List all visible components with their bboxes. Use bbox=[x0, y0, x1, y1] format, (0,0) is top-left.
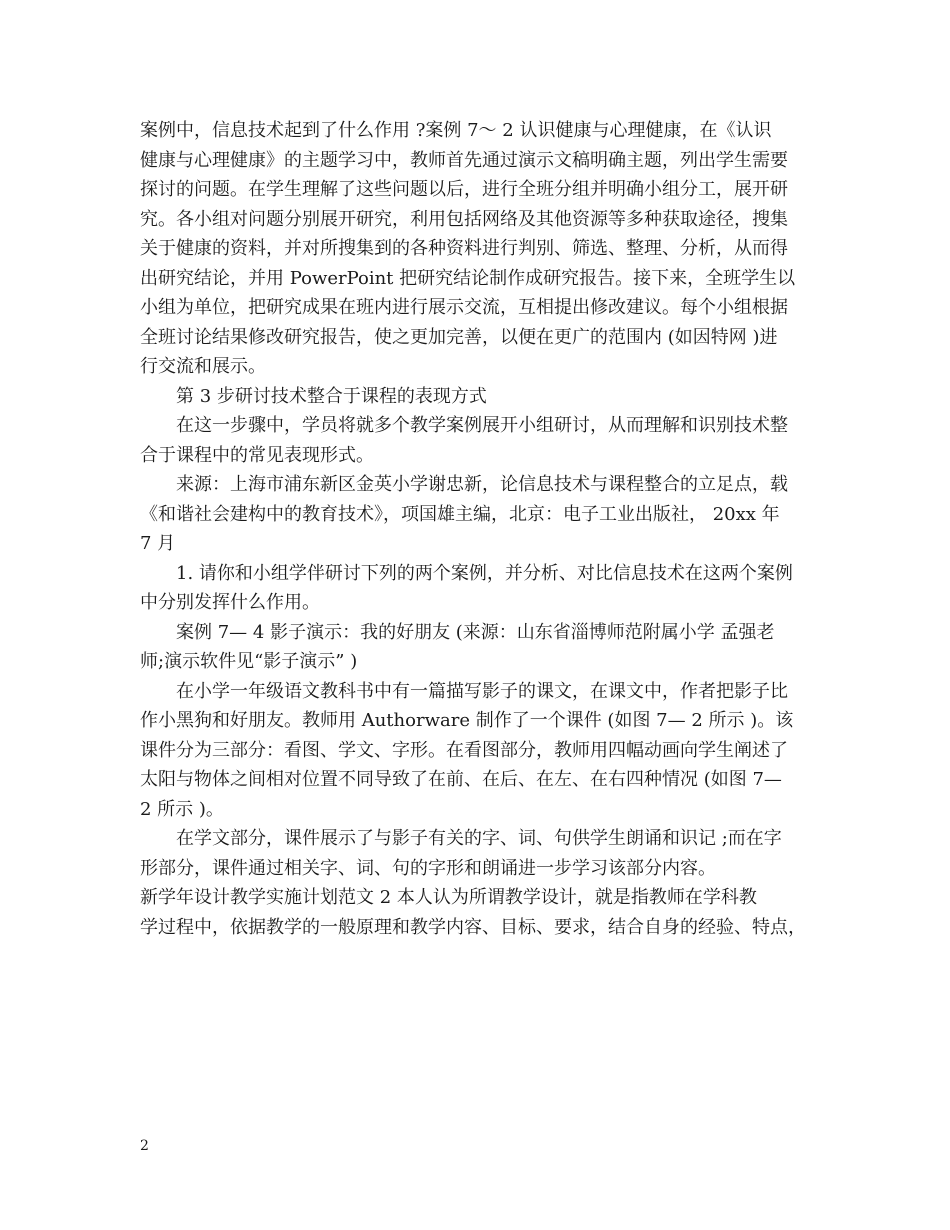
text-line: 究。各小组对问题分别展开研究，利用包括网络及其他资源等多种获取途径，搜集 bbox=[140, 208, 788, 230]
text-line: 形部分，课件通过相关字、词、句的字形和朗诵进一步学习该部分内容。 bbox=[140, 857, 716, 879]
case-title: 师;演示软件见“影子演示” ) bbox=[140, 651, 358, 672]
text-line: 在学文部分，课件展示了与影子有关的字、词、句供学生朗诵和识记 ;而在字 bbox=[176, 828, 782, 849]
body-text bbox=[140, 116, 820, 942]
source-line: 来源：上海市浦东新区金英小学谢忠新，论信息技术与课程整合的立足点，载 bbox=[176, 474, 788, 495]
text-line: 探讨的问题。在学生理解了这些问题以后，进行全班分组并明确小组分工，展开研 bbox=[140, 179, 788, 200]
page-number: 2 bbox=[140, 1138, 149, 1154]
text-line: 学过程中，依据教学的一般原理和教学内容、目标、要求，结合自身的经验、特点， bbox=[140, 916, 806, 938]
text-line: 合于课程中的常见表现形式。 bbox=[140, 444, 374, 466]
text-line: 关于健康的资料，并对所搜集到的各种资料进行判别、筛选、整理、分析，从而得 bbox=[140, 238, 788, 259]
text-line: 新学年设计教学实施计划范文 2 本人认为所谓教学设计，就是指教师在学科教 bbox=[140, 887, 757, 908]
source-line: 7 月 bbox=[140, 533, 176, 554]
text-line: 全班讨论结果修改研究报告，使之更加完善，以便在更广的范围内 (如因特网 )进 bbox=[140, 326, 778, 348]
source-line: 《和谐社会建构中的教育技术》，项国雄主编，北京：电子工业出版社， 20xx 年 bbox=[140, 503, 780, 525]
text-line: 出研究结论，并用 PowerPoint 把研究结论制作成研究报告。接下来，全班学生以 bbox=[140, 267, 796, 289]
text-line: 课件分为三部分：看图、学文、字形。在看图部分，教师用四幅动画向学生阐述了 bbox=[140, 739, 788, 761]
section-heading: 第 3 步研讨技术整合于课程的表现方式 bbox=[176, 385, 487, 407]
text-line: 健康与心理健康》的主题学习中，教师首先通过演示文稿明确主题，列出学生需要 bbox=[140, 149, 788, 171]
text-line: 小组为单位，把研究成果在班内进行展示交流，互相提出修改建议。每个小组根据 bbox=[140, 297, 788, 318]
text-line: 太阳与物体之间相对位置不同导致了在前、在后、在左、在右四种情况 (如图 7— bbox=[140, 769, 782, 790]
text-line: 在小学一年级语文教科书中有一篇描写影子的课文，在课文中，作者把影子比 bbox=[176, 680, 788, 702]
case-title: 案例 7— 4 影子演示：我的好朋友 (来源：山东省淄博师范附属小学 孟强老 bbox=[176, 621, 775, 643]
text-line: 1. 请你和小组学伴研讨下列的两个案例，并分析、对比信息技术在这两个案例 bbox=[176, 562, 793, 584]
text-line: 作小黑狗和好朋友。教师用 Authorware 制作了一个课件 (如图 7— 2 所示 )。该 bbox=[140, 710, 794, 731]
text-line: 中分别发挥什么作用。 bbox=[140, 592, 320, 613]
text-line: 案例中，信息技术起到了什么作用 ?案例 7～ 2 认识健康与心理健康，在《认识 bbox=[140, 120, 772, 141]
text-line: 在这一步骤中，学员将就多个教学案例展开小组研讨，从而理解和识别技术整 bbox=[176, 415, 788, 436]
text-line: 2 所示 )。 bbox=[140, 798, 224, 820]
text-line: 行交流和展示。 bbox=[140, 356, 266, 377]
